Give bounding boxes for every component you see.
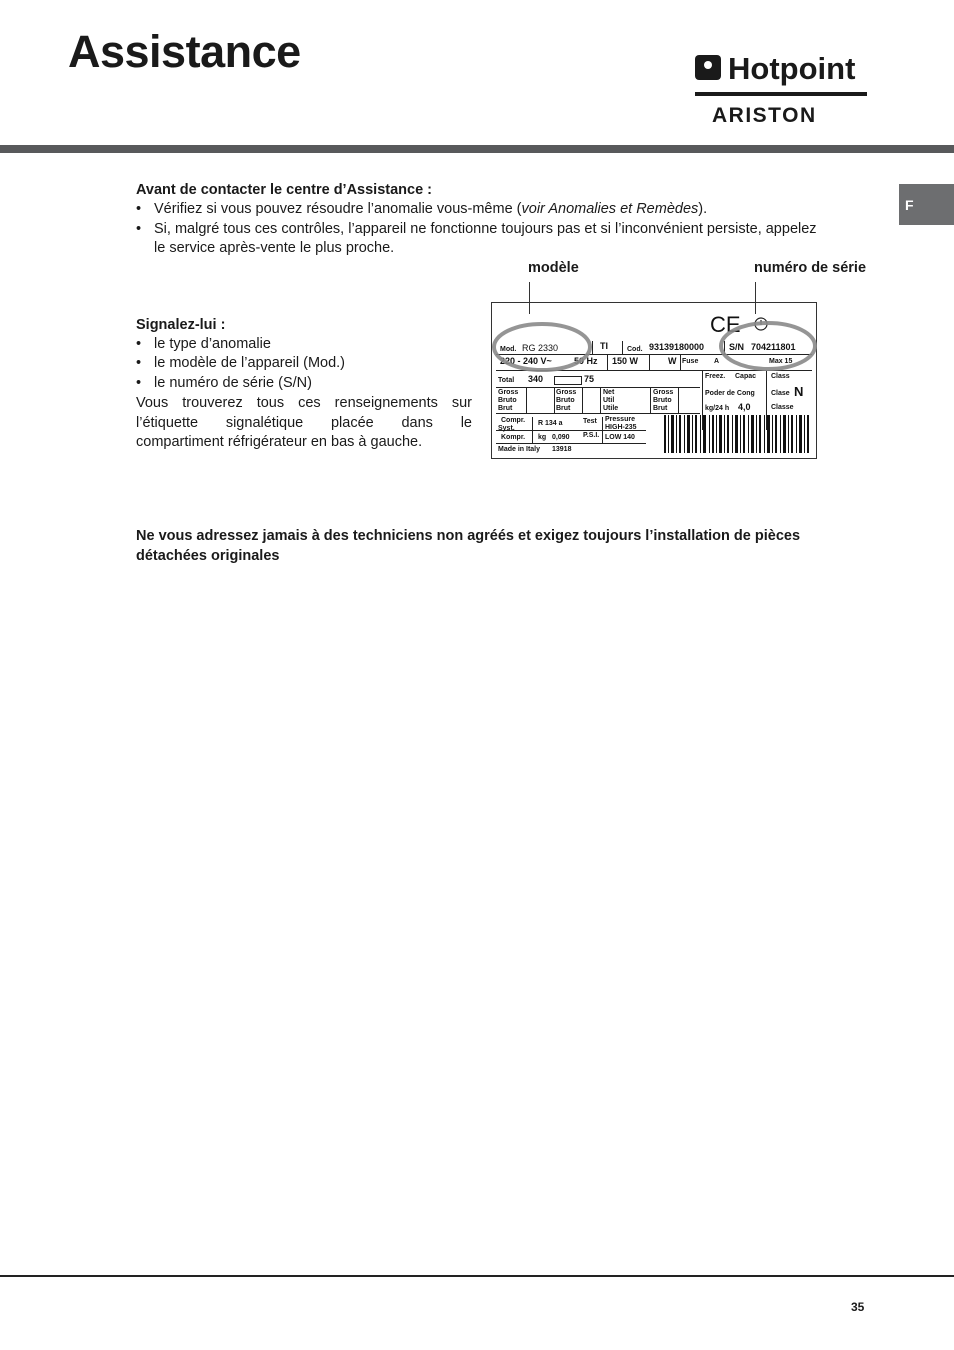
brand-name-top: Hotpoint [728,54,856,86]
bullet-icon: • [136,336,142,352]
language-tab: F [899,184,954,225]
bullet-icon: • [136,355,142,371]
ce-mark: CE [710,312,741,337]
serial-value: 704211801 [751,342,796,352]
report-heading: Signalez-lui : [136,317,226,333]
before-contact-bullet-2-cont: le service après-vente le plus proche. [154,240,395,256]
brand-name-bottom: ARISTON [712,104,817,126]
serial-highlight-ellipse [721,323,815,369]
footer-divider [0,1275,954,1277]
bullet-icon: • [136,201,142,217]
rating-plate-illustration: CE Mod. RG 2330 TI Cod. 93139180000 S/N 704211801 220 - 240 V~ 50 Hz 150 W W Fuse A Max 15 Total 340 75 Freez. Capac Class Gross Bruto Brut Gross Bruto Brut Net Util Utile Gross Bruto Brut Poder de Cong Clase N kg/24 h 4,0 Classe Compr. Syst. R 134 a Test Pressure HIGH-235 Kompr. kg 0,090 P.S.I. LOW 140 Made in Italy 13918 [491,302,817,459]
warning-text: Ne vous adressez jamais à des techniciens non agréés et exigez toujours l’installation de pièces détachées originales [136,528,801,564]
model-callout-label: modèle [528,260,579,276]
header-divider-bar [0,145,954,153]
model-highlight-ellipse [494,324,590,370]
mod-value: RG 2330 [522,343,559,353]
before-contact-heading: Avant de contacter le centre d’Assistance : [136,182,433,198]
report-description: Vous trouverez tous ces renseignements sur l’étiquette signalétique placée dans le compartiment réfrigérateur en bas à gauche. [136,395,472,450]
bullet-icon: • [136,375,142,391]
mod-label: Mod. [500,346,517,353]
brand-logo-icon [694,54,869,126]
hotpoint-ariston-logo [694,54,869,131]
highlight-ellipses [492,303,818,460]
serial-callout-label: numéro de série [754,260,867,276]
page-title: Assistance [68,26,301,77]
bullet-icon: • [136,221,142,237]
cod-value: 93139180000 [649,342,705,352]
page-number: 35 [851,1300,865,1314]
